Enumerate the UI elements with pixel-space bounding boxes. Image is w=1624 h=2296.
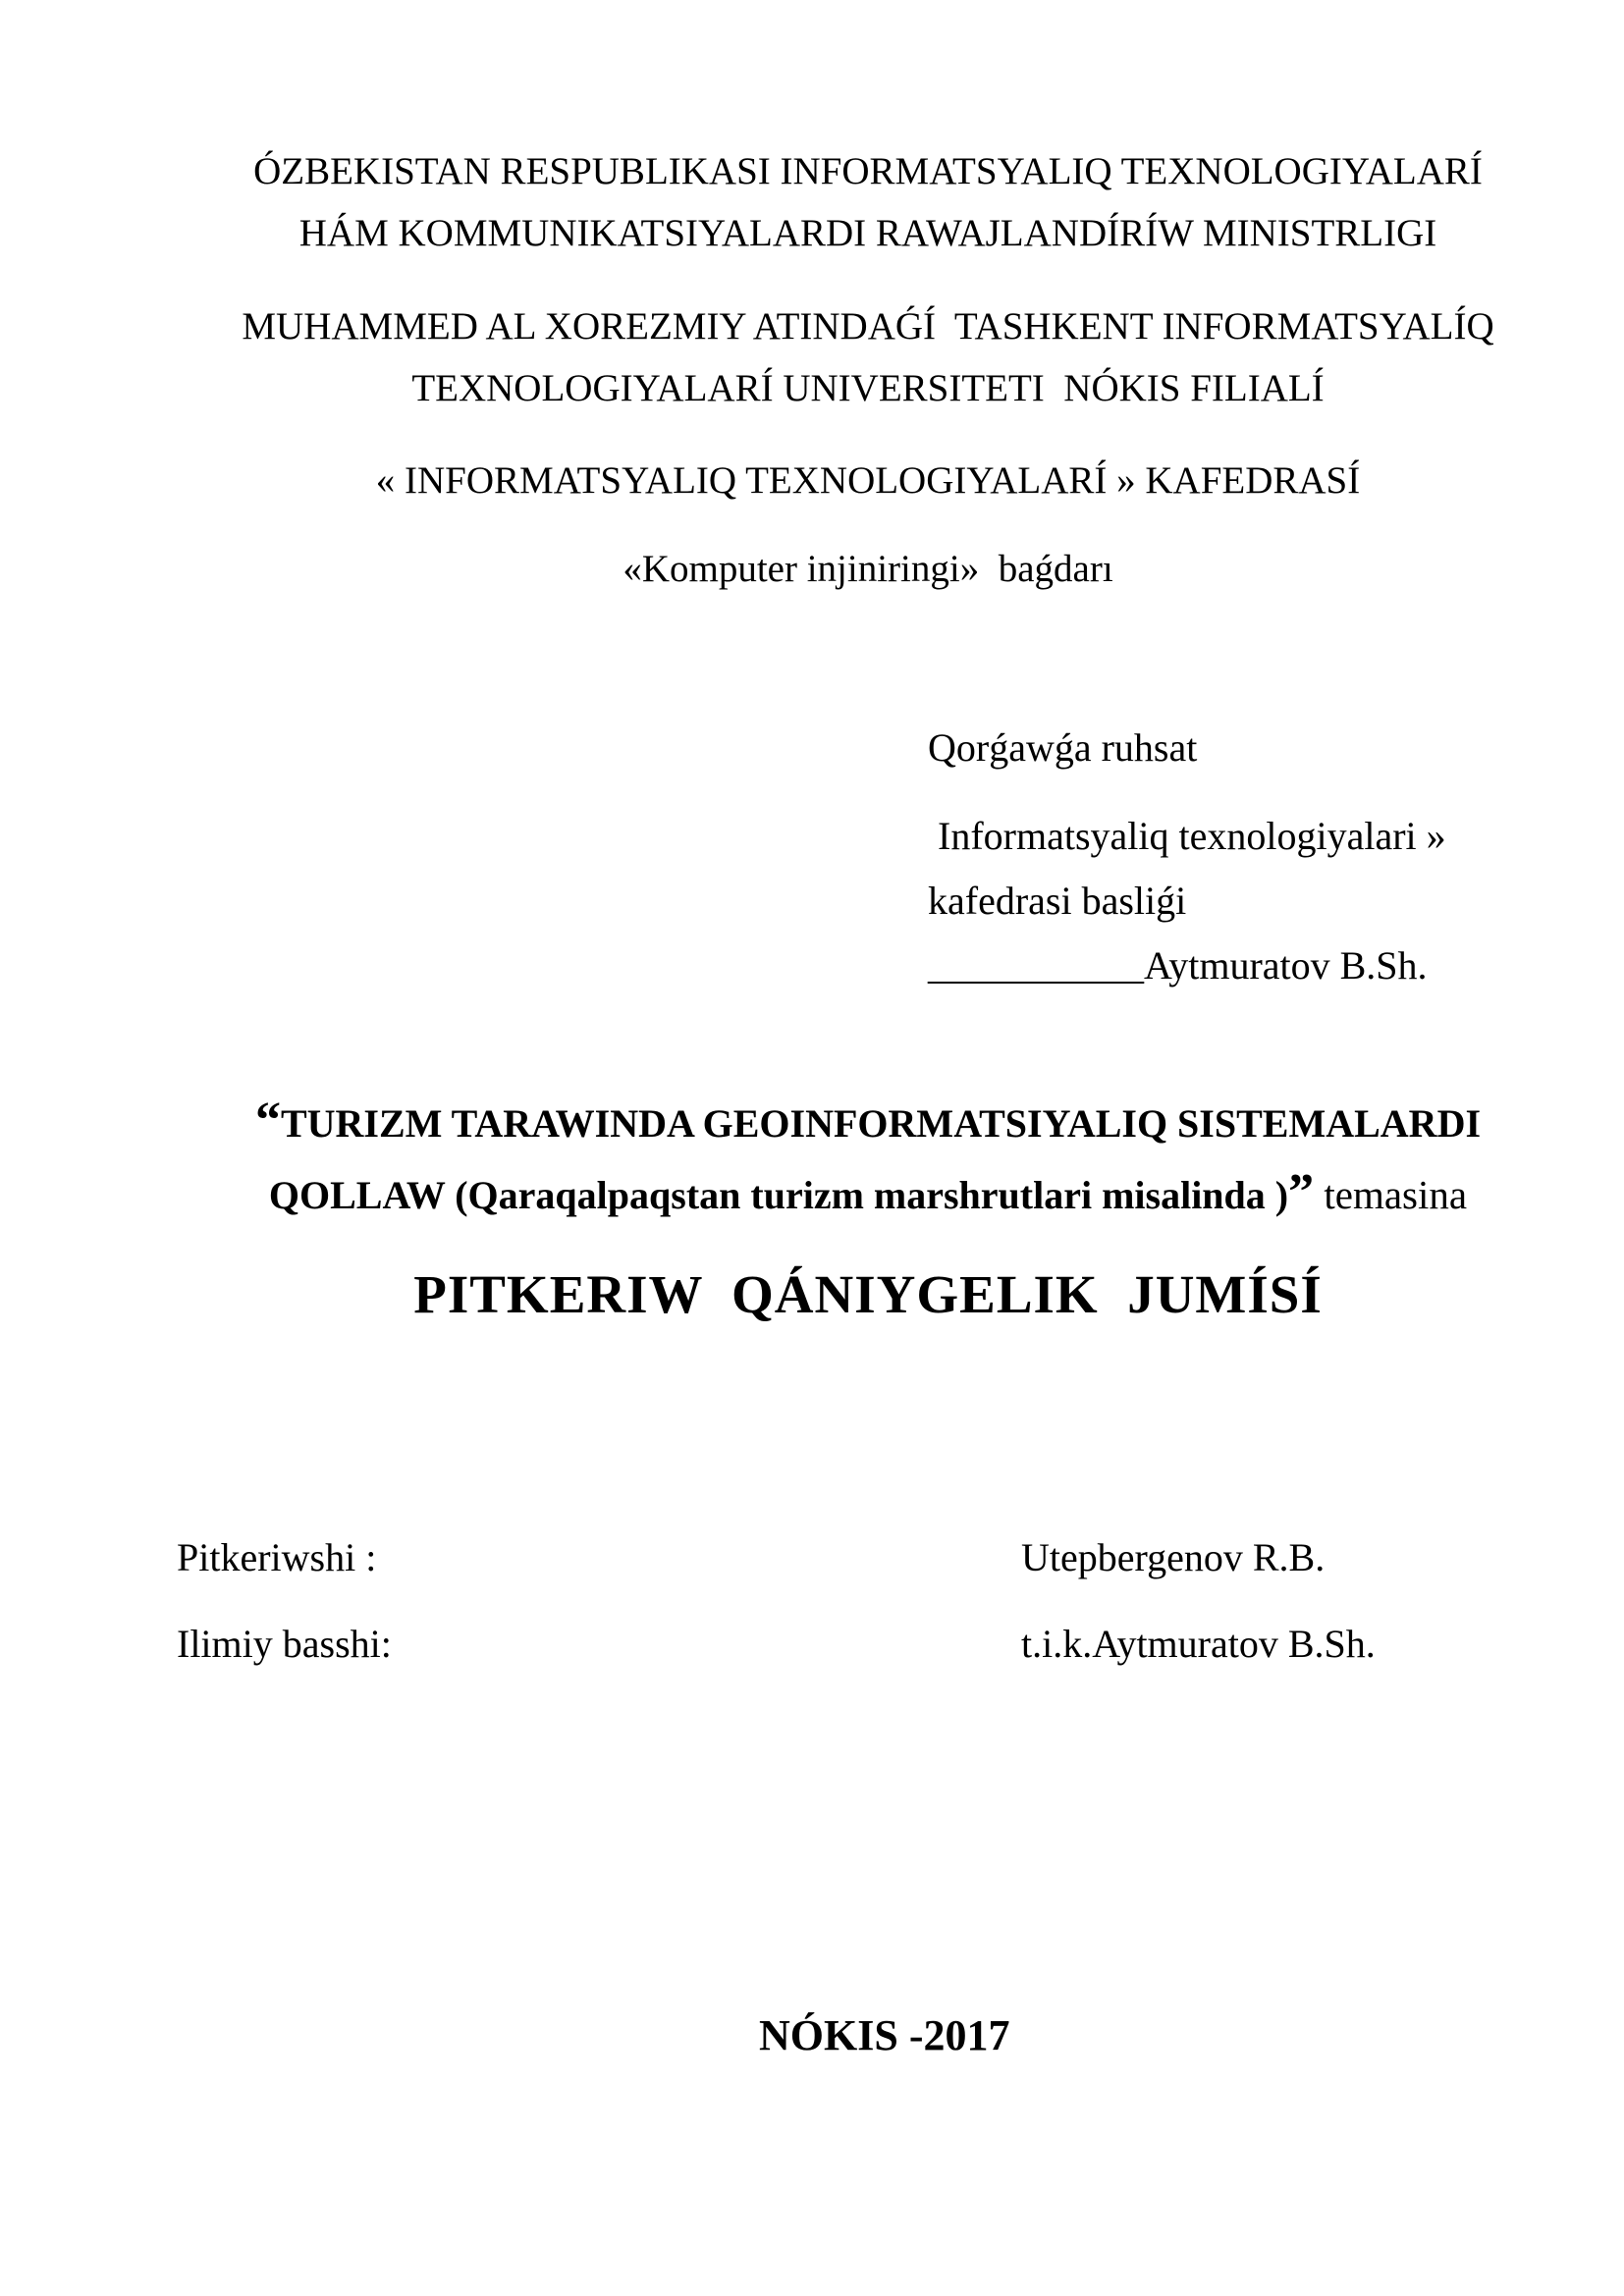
approval-signature-row: [928, 934, 1446, 998]
ministry-line-1: ÓZBEKISTAN RESPUBLIKASI INFORMATSYALIQ TEXNOLOGIYALARÍ: [253, 150, 1483, 192]
thesis-title-block: [177, 1093, 1559, 1334]
approval-department-line-2: kafedrasi basliǵi: [928, 879, 1187, 923]
participants-block: [177, 1526, 1559, 1675]
approval-block: [928, 717, 1446, 998]
participant-row-advisor: [177, 1613, 1559, 1675]
department-name: « INFORMATSYALIQ TEXNOLOGIYALARÍ » KAFEDRASÍ: [375, 459, 1361, 502]
university-line-1: MUHAMMED AL XOREZMIY ATINDAǴÍ TASHKENT INFORMATSYALÍQ: [242, 305, 1494, 347]
signature-blank-line: ___________: [928, 943, 1144, 988]
thesis-topic-line-2: [177, 1164, 1559, 1226]
city-year-footer: NÓKIS -2017: [759, 2011, 1010, 2059]
topic-text-1: TURIZM TARAWINDA GEOINFORMATSIYALIQ SISTEMALARDI: [280, 1101, 1482, 1146]
participant-role: Pitkeriwshi :: [177, 1535, 377, 1579]
approval-permission-line: Qorǵawǵa ruhsat: [928, 725, 1198, 770]
institution-header: [177, 140, 1559, 600]
participant-name: Utepbergenov R.B.: [1021, 1535, 1326, 1579]
participant-name: t.i.k.Aytmuratov B.Sh.: [1021, 1622, 1376, 1666]
participant-role: Ilimiy basshi:: [177, 1622, 392, 1666]
participant-row-author: [177, 1526, 1559, 1588]
ministry-line-2: HÁM KOMMUNIKATSIYALARDI RAWAJLANDÍRÍW MINISTRLIGI: [298, 212, 1437, 254]
approval-signer: [928, 804, 1446, 998]
approval-department-line-1: Informatsyaliq texnologiyalari »: [928, 814, 1446, 858]
university-name: [177, 295, 1559, 419]
closing-quote: ”: [1288, 1164, 1315, 1220]
opening-quote: “: [254, 1093, 281, 1148]
topic-suffix: temasina: [1314, 1172, 1468, 1217]
ministry-name: [177, 140, 1559, 264]
topic-text-2: QOLLAW (Qaraqalpaqstan turizm marshrutlari misalinda ): [268, 1173, 1289, 1217]
thesis-topic-line-1: [177, 1093, 1559, 1154]
work-type-title: PITKERIW QÁNIYGELIK JUMÍSÍ: [413, 1264, 1323, 1324]
university-line-2: TEXNOLOGIYALARÍ UNIVERSITETI NÓKIS FILIALÍ: [411, 367, 1325, 409]
approval-signer-name: Aytmuratov B.Sh.: [1144, 943, 1428, 988]
program-name: «Komputer injiniringi» baǵdarı: [623, 548, 1113, 590]
